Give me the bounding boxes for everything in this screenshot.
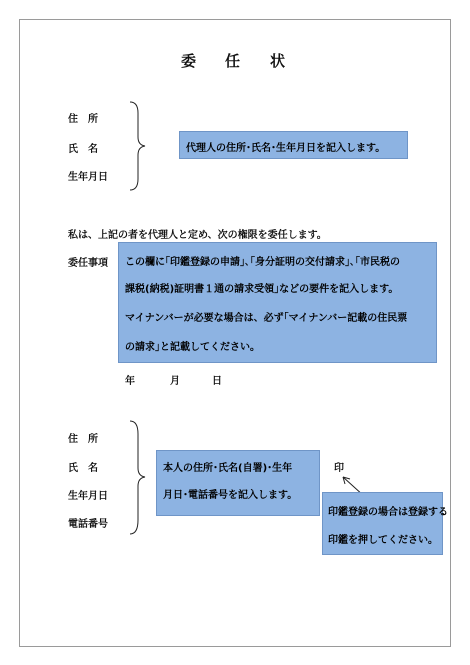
principal-note-line: 本人の住所･氏名(自署)･生年: [163, 463, 293, 474]
seal-mark: 印: [334, 463, 344, 474]
principal-dob-label: 生年月日: [68, 491, 108, 502]
agent-name-label: 氏 名: [68, 144, 98, 155]
delegation-note-box: [118, 242, 437, 363]
delegation-note-line: 課税(納税)証明書１通の請求受領｣などの要件を記入します。: [125, 284, 399, 295]
agent-brace: [128, 101, 148, 191]
agent-note-box: [179, 131, 408, 159]
title-char-2: 任: [225, 52, 241, 70]
date-month: 月: [170, 376, 180, 387]
agent-address-label: 住 所: [68, 114, 98, 125]
seal-note-line: 印鑑を押してください。: [328, 535, 438, 546]
delegation-note-line: マイナンバーが必要な場合は、必ず｢マイナンバー記載の住民票: [125, 313, 408, 324]
principal-note-line: 月日･電話番号を記入します。: [163, 490, 298, 501]
delegation-statement: 私は、上記の者を代理人と定め、次の権限を委任します。: [68, 230, 327, 241]
agent-note-text: 代理人の住所･氏名･生年月日を記入します。: [186, 143, 386, 154]
date-year: 年: [125, 376, 135, 387]
seal-note-line: 印鑑登録の場合は登録する: [328, 507, 448, 518]
delegation-note-line: の請求｣と記載してください。: [125, 342, 260, 353]
principal-brace: [128, 420, 148, 535]
principal-phone-label: 電話番号: [68, 519, 108, 530]
principal-name-label: 氏 名: [68, 463, 98, 474]
title-char-3: 状: [270, 52, 286, 70]
principal-note-box: [156, 450, 320, 516]
date-day: 日: [212, 376, 222, 387]
delegation-note-line: この欄に｢印鑑登録の申請｣､｢身分証明の交付請求｣､｢市民税の: [125, 257, 400, 268]
principal-address-label: 住 所: [68, 434, 98, 445]
agent-dob-label: 生年月日: [68, 172, 108, 183]
seal-note-box: [322, 492, 448, 555]
delegation-label: 委任事項: [68, 258, 108, 269]
title-char-1: 委: [181, 52, 197, 70]
